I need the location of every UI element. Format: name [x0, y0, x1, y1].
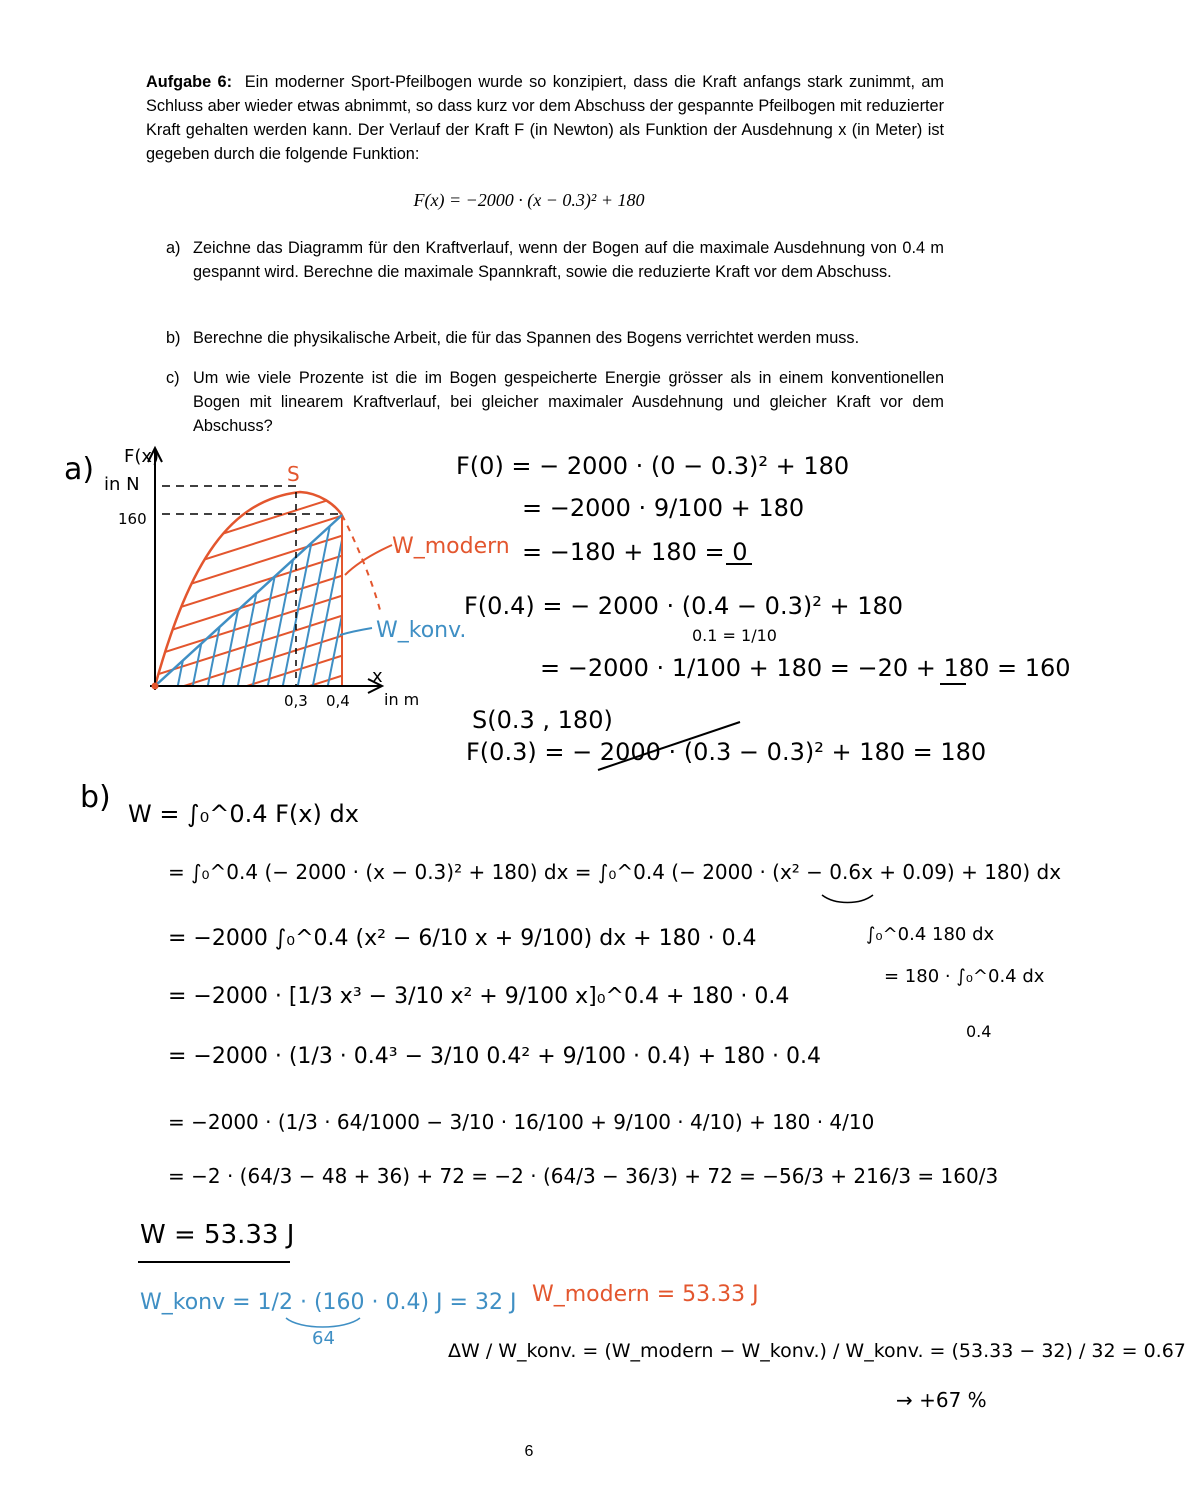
x-tick-03: 0,3: [284, 692, 308, 710]
b-line-2: = ∫₀^0.4 (− 2000 · (x − 0.3)² + 180) dx = ∫₀^0.4 (− 2000 · (x² − 0.6x + 0.09) + 180) dx: [168, 860, 1062, 884]
a-line-2: = −2000 · 9/100 + 180: [522, 494, 805, 522]
b-line-4: = −2000 · [1/3 x³ − 3/10 x² + 9/100 x]₀^0.4 + 180 · 0.4: [168, 984, 790, 1009]
ratio-line: ΔW / W_konv. = (W_modern − W_konv.) / W_konv. = (53.33 − 32) / 32 = 0.67: [448, 1340, 1186, 1362]
w-modern-label: W_modern: [392, 534, 510, 559]
side-note-3: 0.4: [966, 1022, 992, 1041]
x-axis-label: x: [372, 666, 383, 687]
brace-180: [822, 895, 873, 903]
b-line-7: = −2 · (64/3 − 48 + 36) + 72 = −2 · (64/3 − 36/3) + 72 = −56/3 + 216/3 = 160/3: [168, 1164, 999, 1188]
percent-result: → +67 %: [896, 1388, 987, 1412]
y-tick-160: 160: [118, 510, 147, 528]
part-b-label: b): [80, 780, 111, 815]
a-line-5: 0.1 = 1/10: [692, 626, 777, 645]
item-text: Berechne die physikalische Arbeit, die für das Spannen des Bogens verrichtet werden muss.: [193, 329, 860, 347]
side-note-2: = 180 · ∫₀^0.4 dx: [884, 966, 1045, 987]
result-w: W = 53.33 J: [140, 1220, 295, 1250]
item-label: c): [166, 369, 180, 387]
a-line-1: F(0) = − 2000 · (0 − 0.3)² + 180: [456, 452, 850, 480]
item-label: a): [166, 239, 181, 257]
a-line-6: = −2000 · 1/100 + 180 = −20 + 180 = 160: [540, 654, 1071, 682]
task-intro-text: Ein moderner Sport-Pfeilbogen wurde so konzipiert, dass die Kraft anfangs stark zunimmt, am Schluss aber wieder etwas abnimmt, so dass kurz vor dem Abschuss der gespannte Pfeilbogen mit reduzierter Kraft gehalten werden kann. Der Verlauf der Kraft F (in Newton) als Funktion der Ausdehnung x (in Meter) ist gegeben durch die folgende Funktion:: [146, 73, 944, 163]
item-label: b): [166, 329, 181, 347]
x-axis-unit: in m: [384, 690, 420, 709]
w-konv-label: W_konv.: [376, 618, 467, 643]
x-tick-04: 0,4: [326, 692, 350, 710]
a-line-3: = −180 + 180 = 0: [522, 538, 748, 566]
y-axis-unit: in N: [104, 474, 140, 495]
task-formula: F(x) = −2000 · (x − 0.3)² + 180: [413, 190, 645, 210]
b-line-1: W = ∫₀^0.4 F(x) dx: [128, 800, 359, 828]
part-a-label: a): [64, 452, 95, 487]
w-konv-calc: W_konv = 1/2 · (160 · 0.4) J = 32 J: [140, 1290, 517, 1315]
b-line-6: = −2000 · (1/3 · 64/1000 − 3/10 · 16/100 + 9/100 · 4/10) + 180 · 4/10: [168, 1110, 875, 1134]
force-curve: [155, 492, 342, 686]
a-line-8: F(0.3) = − 2000 · (0.3 − 0.3)² + 180 = 180: [466, 738, 987, 766]
y-axis-label: F(x): [124, 446, 160, 467]
b-line-5: = −2000 · (1/3 · 0.4³ − 3/10 0.4² + 9/100 · 0.4) + 180 · 0.4: [168, 1044, 821, 1069]
w-konv-under: 64: [312, 1328, 335, 1349]
task-heading: Aufgabe 6:: [146, 73, 232, 91]
konv-pointer: [340, 628, 372, 635]
side-note-1: ∫₀^0.4 180 dx: [866, 924, 995, 945]
vertex-label: S: [287, 462, 300, 486]
a-line-4: F(0.4) = − 2000 · (0.4 − 0.3)² + 180: [464, 592, 903, 620]
page-number: 6: [524, 1443, 534, 1460]
origin-point: [152, 683, 159, 690]
brace-64: [286, 1318, 360, 1327]
item-text: Zeichne das Diagramm für den Kraftverlauf, wenn der Bogen auf die maximale Ausdehnung von 0.4 m gespannt wird. Berechne die maximale Spannkraft, sowie die reduzierte Kraft vor dem Abschuss.: [193, 239, 944, 281]
b-line-3: = −2000 ∫₀^0.4 (x² − 6/10 x + 9/100) dx + 180 · 0.4: [168, 926, 757, 951]
item-text: Um wie viele Prozente ist die im Bogen gespeicherte Energie grösser als in einem konventionellen Bogen mit linearem Kraftverlauf, bei gleicher maximaler Ausdehnung und gleicher Kraft vor dem Abschuss?: [193, 369, 944, 435]
w-modern-result: W_modern = 53.33 J: [532, 1282, 759, 1307]
a-line-7: S(0.3 , 180): [472, 706, 613, 734]
modern-pointer: [345, 545, 392, 575]
